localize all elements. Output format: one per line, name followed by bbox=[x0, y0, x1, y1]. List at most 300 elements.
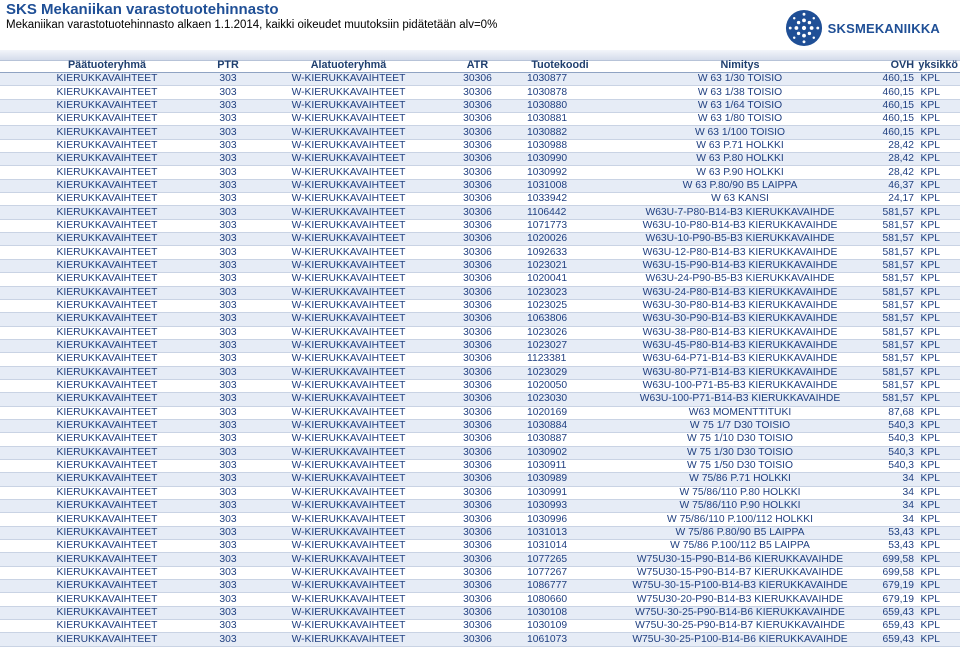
cell-ptr: 303 bbox=[214, 633, 242, 646]
cell-paatuoteryhma: KIERUKKAVAIHTEET bbox=[0, 219, 214, 232]
cell-yksikko: KPL bbox=[917, 299, 960, 312]
cell-paatuoteryhma: KIERUKKAVAIHTEET bbox=[0, 233, 214, 246]
page-title: SKS Mekaniikan varastotuotehinnasto bbox=[6, 1, 279, 18]
cell-paatuoteryhma: KIERUKKAVAIHTEET bbox=[0, 86, 214, 99]
page-subtitle: Mekaniikan varastotuotehinnasto alkaen 1.1.2014, kaikki oikeudet muutoksiin pidätetään alv=0% bbox=[6, 19, 498, 31]
cell-ovh: 659,43 bbox=[860, 620, 917, 633]
cell-tuotekoodi: 1030988 bbox=[500, 139, 620, 152]
cell-ovh: 53,43 bbox=[860, 526, 917, 539]
cell-yksikko: KPL bbox=[917, 393, 960, 406]
cell-alatuoteryhma: W-KIERUKKAVAIHTEET bbox=[242, 246, 455, 259]
cell-alatuoteryhma: W-KIERUKKAVAIHTEET bbox=[242, 86, 455, 99]
cell-alatuoteryhma: W-KIERUKKAVAIHTEET bbox=[242, 459, 455, 472]
cell-atr: 30306 bbox=[455, 633, 500, 646]
column-header-alatuoteryhma: Alatuoteryhmä bbox=[242, 59, 455, 73]
cell-ovh: 581,57 bbox=[860, 219, 917, 232]
cell-yksikko: KPL bbox=[917, 153, 960, 166]
cell-nimitys: W 75/86 P.100/112 B5 LAIPPA bbox=[620, 540, 860, 553]
cell-paatuoteryhma: KIERUKKAVAIHTEET bbox=[0, 593, 214, 606]
table-row bbox=[0, 553, 960, 566]
cell-paatuoteryhma: KIERUKKAVAIHTEET bbox=[0, 353, 214, 366]
cell-tuotekoodi: 1080660 bbox=[500, 593, 620, 606]
cell-alatuoteryhma: W-KIERUKKAVAIHTEET bbox=[242, 473, 455, 486]
cell-nimitys: W 75/86/110 P.90 HOLKKI bbox=[620, 500, 860, 513]
cell-yksikko: KPL bbox=[917, 379, 960, 392]
table-row bbox=[0, 126, 960, 139]
cell-alatuoteryhma: W-KIERUKKAVAIHTEET bbox=[242, 366, 455, 379]
cell-yksikko: KPL bbox=[917, 179, 960, 192]
cell-nimitys: W63U-24-P80-B14-B3 KIERUKKAVAIHDE bbox=[620, 286, 860, 299]
cell-nimitys: W 75/86/110 P.80 HOLKKI bbox=[620, 486, 860, 499]
cell-ptr: 303 bbox=[214, 500, 242, 513]
table-row bbox=[0, 446, 960, 459]
cell-tuotekoodi: 1030884 bbox=[500, 419, 620, 432]
cell-nimitys: W 63 1/38 TOISIO bbox=[620, 86, 860, 99]
cell-alatuoteryhma: W-KIERUKKAVAIHTEET bbox=[242, 113, 455, 126]
cell-nimitys: W75U30-20-P90-B14-B3 KIERUKKAVAIHDE bbox=[620, 593, 860, 606]
cell-ptr: 303 bbox=[214, 86, 242, 99]
cell-paatuoteryhma: KIERUKKAVAIHTEET bbox=[0, 606, 214, 619]
cell-paatuoteryhma: KIERUKKAVAIHTEET bbox=[0, 166, 214, 179]
cell-atr: 30306 bbox=[455, 166, 500, 179]
cell-ovh: 659,43 bbox=[860, 633, 917, 646]
cell-ovh: 24,17 bbox=[860, 193, 917, 206]
cell-alatuoteryhma: W-KIERUKKAVAIHTEET bbox=[242, 299, 455, 312]
logo-text: SKSMEKANIIKKA bbox=[827, 20, 940, 36]
cell-yksikko: KPL bbox=[917, 139, 960, 152]
cell-ovh: 28,42 bbox=[860, 139, 917, 152]
cell-ovh: 581,57 bbox=[860, 299, 917, 312]
cell-ptr: 303 bbox=[214, 233, 242, 246]
cell-alatuoteryhma: W-KIERUKKAVAIHTEET bbox=[242, 419, 455, 432]
cell-nimitys: W 63 P.80/90 B5 LAIPPA bbox=[620, 179, 860, 192]
cell-paatuoteryhma: KIERUKKAVAIHTEET bbox=[0, 500, 214, 513]
cell-atr: 30306 bbox=[455, 193, 500, 206]
cell-ptr: 303 bbox=[214, 553, 242, 566]
cell-atr: 30306 bbox=[455, 473, 500, 486]
cell-ovh: 679,19 bbox=[860, 580, 917, 593]
cell-paatuoteryhma: KIERUKKAVAIHTEET bbox=[0, 433, 214, 446]
cell-yksikko: KPL bbox=[917, 566, 960, 579]
cell-tuotekoodi: 1106442 bbox=[500, 206, 620, 219]
cell-alatuoteryhma: W-KIERUKKAVAIHTEET bbox=[242, 179, 455, 192]
column-header-tuotekoodi: Tuotekoodi bbox=[500, 59, 620, 73]
cell-atr: 30306 bbox=[455, 540, 500, 553]
table-row bbox=[0, 179, 960, 192]
cell-nimitys: W63U-64-P71-B14-B3 KIERUKKAVAIHDE bbox=[620, 353, 860, 366]
cell-ptr: 303 bbox=[214, 366, 242, 379]
cell-atr: 30306 bbox=[455, 500, 500, 513]
cell-ovh: 28,42 bbox=[860, 166, 917, 179]
cell-ovh: 540,3 bbox=[860, 459, 917, 472]
cell-yksikko: KPL bbox=[917, 246, 960, 259]
cell-tuotekoodi: 1071773 bbox=[500, 219, 620, 232]
cell-ovh: 581,57 bbox=[860, 233, 917, 246]
cell-tuotekoodi: 1031014 bbox=[500, 540, 620, 553]
cell-atr: 30306 bbox=[455, 206, 500, 219]
cell-nimitys: W 75 1/7 D30 TOISIO bbox=[620, 419, 860, 432]
cell-tuotekoodi: 1033942 bbox=[500, 193, 620, 206]
cell-nimitys: W63 MOMENTTITUKI bbox=[620, 406, 860, 419]
cell-paatuoteryhma: KIERUKKAVAIHTEET bbox=[0, 446, 214, 459]
table-row bbox=[0, 459, 960, 472]
cell-tuotekoodi: 1077265 bbox=[500, 553, 620, 566]
cell-atr: 30306 bbox=[455, 353, 500, 366]
cell-ptr: 303 bbox=[214, 393, 242, 406]
cell-nimitys: W 63 P.90 HOLKKI bbox=[620, 166, 860, 179]
table-body bbox=[0, 73, 960, 647]
cell-tuotekoodi: 1020169 bbox=[500, 406, 620, 419]
cell-ptr: 303 bbox=[214, 273, 242, 286]
table-row bbox=[0, 486, 960, 499]
cell-paatuoteryhma: KIERUKKAVAIHTEET bbox=[0, 580, 214, 593]
cell-alatuoteryhma: W-KIERUKKAVAIHTEET bbox=[242, 139, 455, 152]
cell-atr: 30306 bbox=[455, 286, 500, 299]
table-row bbox=[0, 193, 960, 206]
cell-alatuoteryhma: W-KIERUKKAVAIHTEET bbox=[242, 540, 455, 553]
cell-ovh: 460,15 bbox=[860, 126, 917, 139]
cell-paatuoteryhma: KIERUKKAVAIHTEET bbox=[0, 473, 214, 486]
cell-yksikko: KPL bbox=[917, 633, 960, 646]
cell-tuotekoodi: 1023023 bbox=[500, 286, 620, 299]
cell-ovh: 581,57 bbox=[860, 273, 917, 286]
cell-yksikko: KPL bbox=[917, 259, 960, 272]
cell-yksikko: KPL bbox=[917, 166, 960, 179]
cell-nimitys: W63U-12-P80-B14-B3 KIERUKKAVAIHDE bbox=[620, 246, 860, 259]
cell-ovh: 460,15 bbox=[860, 113, 917, 126]
cell-yksikko: KPL bbox=[917, 406, 960, 419]
cell-ptr: 303 bbox=[214, 153, 242, 166]
cell-nimitys: W 63 P.71 HOLKKI bbox=[620, 139, 860, 152]
cell-ovh: 28,42 bbox=[860, 153, 917, 166]
cell-atr: 30306 bbox=[455, 526, 500, 539]
cell-alatuoteryhma: W-KIERUKKAVAIHTEET bbox=[242, 99, 455, 112]
cell-atr: 30306 bbox=[455, 273, 500, 286]
company-logo bbox=[785, 9, 940, 47]
cell-ptr: 303 bbox=[214, 486, 242, 499]
cell-ovh: 581,57 bbox=[860, 313, 917, 326]
cell-ptr: 303 bbox=[214, 259, 242, 272]
table-row bbox=[0, 353, 960, 366]
cell-ovh: 540,3 bbox=[860, 446, 917, 459]
table-row bbox=[0, 406, 960, 419]
cell-ovh: 581,57 bbox=[860, 206, 917, 219]
cell-alatuoteryhma: W-KIERUKKAVAIHTEET bbox=[242, 526, 455, 539]
cell-paatuoteryhma: KIERUKKAVAIHTEET bbox=[0, 326, 214, 339]
cell-atr: 30306 bbox=[455, 593, 500, 606]
table-row bbox=[0, 513, 960, 526]
cell-tuotekoodi: 1030989 bbox=[500, 473, 620, 486]
cell-alatuoteryhma: W-KIERUKKAVAIHTEET bbox=[242, 433, 455, 446]
cell-nimitys: W63U-10-P80-B14-B3 KIERUKKAVAIHDE bbox=[620, 219, 860, 232]
table-row bbox=[0, 113, 960, 126]
cell-ptr: 303 bbox=[214, 73, 242, 86]
table-row bbox=[0, 393, 960, 406]
cell-yksikko: KPL bbox=[917, 620, 960, 633]
cell-tuotekoodi: 1031013 bbox=[500, 526, 620, 539]
cell-ptr: 303 bbox=[214, 580, 242, 593]
cell-ovh: 46,37 bbox=[860, 179, 917, 192]
cell-yksikko: KPL bbox=[917, 580, 960, 593]
cell-nimitys: W 63 P.80 HOLKKI bbox=[620, 153, 860, 166]
cell-alatuoteryhma: W-KIERUKKAVAIHTEET bbox=[242, 166, 455, 179]
cell-nimitys: W63U-30-P80-B14-B3 KIERUKKAVAIHDE bbox=[620, 299, 860, 312]
cell-ptr: 303 bbox=[214, 139, 242, 152]
cell-paatuoteryhma: KIERUKKAVAIHTEET bbox=[0, 313, 214, 326]
cell-ovh: 460,15 bbox=[860, 86, 917, 99]
cell-tuotekoodi: 1092633 bbox=[500, 246, 620, 259]
cell-ptr: 303 bbox=[214, 166, 242, 179]
cell-ptr: 303 bbox=[214, 339, 242, 352]
cell-nimitys: W 75 1/30 D30 TOISIO bbox=[620, 446, 860, 459]
cell-tuotekoodi: 1030996 bbox=[500, 513, 620, 526]
table-row bbox=[0, 606, 960, 619]
cell-atr: 30306 bbox=[455, 219, 500, 232]
cell-paatuoteryhma: KIERUKKAVAIHTEET bbox=[0, 246, 214, 259]
cell-ptr: 303 bbox=[214, 513, 242, 526]
cell-ovh: 460,15 bbox=[860, 99, 917, 112]
cell-paatuoteryhma: KIERUKKAVAIHTEET bbox=[0, 620, 214, 633]
cell-nimitys: W63U-45-P80-B14-B3 KIERUKKAVAIHDE bbox=[620, 339, 860, 352]
cell-atr: 30306 bbox=[455, 86, 500, 99]
cell-alatuoteryhma: W-KIERUKKAVAIHTEET bbox=[242, 486, 455, 499]
cell-nimitys: W75U30-15-P90-B14-B7 KIERUKKAVAIHDE bbox=[620, 566, 860, 579]
table-row bbox=[0, 620, 960, 633]
cell-ovh: 581,57 bbox=[860, 259, 917, 272]
column-header-paatuoteryhma: Päätuoteryhmä bbox=[0, 59, 214, 73]
cell-ptr: 303 bbox=[214, 99, 242, 112]
cell-ptr: 303 bbox=[214, 540, 242, 553]
cell-yksikko: KPL bbox=[917, 326, 960, 339]
cell-ovh: 699,58 bbox=[860, 553, 917, 566]
cell-ovh: 699,58 bbox=[860, 566, 917, 579]
cell-atr: 30306 bbox=[455, 299, 500, 312]
cell-nimitys: W63U-10-P90-B5-B3 KIERUKKAVAIHDE bbox=[620, 233, 860, 246]
cell-alatuoteryhma: W-KIERUKKAVAIHTEET bbox=[242, 593, 455, 606]
cell-alatuoteryhma: W-KIERUKKAVAIHTEET bbox=[242, 286, 455, 299]
column-header-atr: ATR bbox=[455, 59, 500, 73]
cell-atr: 30306 bbox=[455, 366, 500, 379]
cell-atr: 30306 bbox=[455, 406, 500, 419]
cell-ovh: 581,57 bbox=[860, 379, 917, 392]
cell-yksikko: KPL bbox=[917, 540, 960, 553]
cell-nimitys: W75U-30-25-P100-B14-B6 KIERUKKAVAIHDE bbox=[620, 633, 860, 646]
table-row bbox=[0, 580, 960, 593]
table-row bbox=[0, 566, 960, 579]
cell-nimitys: W75U-30-25-P90-B14-B6 KIERUKKAVAIHDE bbox=[620, 606, 860, 619]
cell-yksikko: KPL bbox=[917, 419, 960, 432]
table-row bbox=[0, 246, 960, 259]
cell-yksikko: KPL bbox=[917, 126, 960, 139]
cell-nimitys: W63U-7-P80-B14-B3 KIERUKKAVAIHDE bbox=[620, 206, 860, 219]
cell-alatuoteryhma: W-KIERUKKAVAIHTEET bbox=[242, 153, 455, 166]
cell-atr: 30306 bbox=[455, 139, 500, 152]
cell-ptr: 303 bbox=[214, 419, 242, 432]
cell-atr: 30306 bbox=[455, 419, 500, 432]
cell-ptr: 303 bbox=[214, 566, 242, 579]
table-row bbox=[0, 233, 960, 246]
column-header-ovh: OVH bbox=[860, 59, 917, 73]
cell-tuotekoodi: 1030108 bbox=[500, 606, 620, 619]
cell-alatuoteryhma: W-KIERUKKAVAIHTEET bbox=[242, 73, 455, 86]
cell-ovh: 581,57 bbox=[860, 339, 917, 352]
cell-paatuoteryhma: KIERUKKAVAIHTEET bbox=[0, 366, 214, 379]
table-row bbox=[0, 419, 960, 432]
column-header-yksikko: yksikkö bbox=[918, 59, 958, 71]
cell-alatuoteryhma: W-KIERUKKAVAIHTEET bbox=[242, 606, 455, 619]
cell-tuotekoodi: 1030887 bbox=[500, 433, 620, 446]
cell-ptr: 303 bbox=[214, 286, 242, 299]
table-row bbox=[0, 500, 960, 513]
cell-alatuoteryhma: W-KIERUKKAVAIHTEET bbox=[242, 379, 455, 392]
cell-tuotekoodi: 1030993 bbox=[500, 500, 620, 513]
cell-tuotekoodi: 1063806 bbox=[500, 313, 620, 326]
cell-yksikko: KPL bbox=[917, 553, 960, 566]
cell-alatuoteryhma: W-KIERUKKAVAIHTEET bbox=[242, 620, 455, 633]
cell-yksikko: KPL bbox=[917, 99, 960, 112]
cell-ovh: 679,19 bbox=[860, 593, 917, 606]
cell-atr: 30306 bbox=[455, 620, 500, 633]
cell-paatuoteryhma: KIERUKKAVAIHTEET bbox=[0, 419, 214, 432]
table-row bbox=[0, 366, 960, 379]
cell-paatuoteryhma: KIERUKKAVAIHTEET bbox=[0, 459, 214, 472]
cell-atr: 30306 bbox=[455, 126, 500, 139]
cell-ptr: 303 bbox=[214, 406, 242, 419]
cell-atr: 30306 bbox=[455, 246, 500, 259]
cell-atr: 30306 bbox=[455, 459, 500, 472]
cell-alatuoteryhma: W-KIERUKKAVAIHTEET bbox=[242, 313, 455, 326]
cell-paatuoteryhma: KIERUKKAVAIHTEET bbox=[0, 553, 214, 566]
cell-atr: 30306 bbox=[455, 339, 500, 352]
cell-yksikko: KPL bbox=[917, 500, 960, 513]
cell-alatuoteryhma: W-KIERUKKAVAIHTEET bbox=[242, 193, 455, 206]
cell-ptr: 303 bbox=[214, 353, 242, 366]
cell-nimitys: W 75/86 P.80/90 B5 LAIPPA bbox=[620, 526, 860, 539]
cell-yksikko: KPL bbox=[917, 593, 960, 606]
cell-alatuoteryhma: W-KIERUKKAVAIHTEET bbox=[242, 339, 455, 352]
cell-ptr: 303 bbox=[214, 193, 242, 206]
cell-paatuoteryhma: KIERUKKAVAIHTEET bbox=[0, 153, 214, 166]
cell-atr: 30306 bbox=[455, 379, 500, 392]
cell-atr: 30306 bbox=[455, 553, 500, 566]
table-row bbox=[0, 73, 960, 86]
cell-atr: 30306 bbox=[455, 566, 500, 579]
cell-ptr: 303 bbox=[214, 113, 242, 126]
cell-yksikko: KPL bbox=[917, 446, 960, 459]
cell-ptr: 303 bbox=[214, 606, 242, 619]
cell-ptr: 303 bbox=[214, 593, 242, 606]
cell-alatuoteryhma: W-KIERUKKAVAIHTEET bbox=[242, 326, 455, 339]
table-row bbox=[0, 259, 960, 272]
cell-tuotekoodi: 1030902 bbox=[500, 446, 620, 459]
cell-alatuoteryhma: W-KIERUKKAVAIHTEET bbox=[242, 446, 455, 459]
cell-ovh: 581,57 bbox=[860, 353, 917, 366]
cell-yksikko: KPL bbox=[917, 219, 960, 232]
cell-nimitys: W 63 1/30 TOISIO bbox=[620, 73, 860, 86]
cell-paatuoteryhma: KIERUKKAVAIHTEET bbox=[0, 113, 214, 126]
cell-ptr: 303 bbox=[214, 459, 242, 472]
cell-ovh: 540,3 bbox=[860, 419, 917, 432]
cell-ovh: 34 bbox=[860, 486, 917, 499]
cell-tuotekoodi: 1086777 bbox=[500, 580, 620, 593]
cell-tuotekoodi: 1077267 bbox=[500, 566, 620, 579]
cell-ovh: 540,3 bbox=[860, 433, 917, 446]
cell-ovh: 460,15 bbox=[860, 73, 917, 86]
cell-tuotekoodi: 1023027 bbox=[500, 339, 620, 352]
cell-tuotekoodi: 1030109 bbox=[500, 620, 620, 633]
cell-paatuoteryhma: KIERUKKAVAIHTEET bbox=[0, 299, 214, 312]
table-row bbox=[0, 206, 960, 219]
cell-ovh: 581,57 bbox=[860, 246, 917, 259]
cell-ovh: 659,43 bbox=[860, 606, 917, 619]
cell-ptr: 303 bbox=[214, 179, 242, 192]
cell-tuotekoodi: 1020050 bbox=[500, 379, 620, 392]
cell-alatuoteryhma: W-KIERUKKAVAIHTEET bbox=[242, 500, 455, 513]
table-row bbox=[0, 286, 960, 299]
cell-paatuoteryhma: KIERUKKAVAIHTEET bbox=[0, 566, 214, 579]
cell-paatuoteryhma: KIERUKKAVAIHTEET bbox=[0, 393, 214, 406]
cell-tuotekoodi: 1030991 bbox=[500, 486, 620, 499]
cell-tuotekoodi: 1023026 bbox=[500, 326, 620, 339]
cell-yksikko: KPL bbox=[917, 606, 960, 619]
cell-ptr: 303 bbox=[214, 473, 242, 486]
table-row bbox=[0, 86, 960, 99]
cell-tuotekoodi: 1030877 bbox=[500, 73, 620, 86]
cell-atr: 30306 bbox=[455, 433, 500, 446]
cell-ovh: 34 bbox=[860, 473, 917, 486]
cell-ovh: 581,57 bbox=[860, 366, 917, 379]
table-row bbox=[0, 540, 960, 553]
cell-alatuoteryhma: W-KIERUKKAVAIHTEET bbox=[242, 233, 455, 246]
cell-ovh: 34 bbox=[860, 513, 917, 526]
cell-paatuoteryhma: KIERUKKAVAIHTEET bbox=[0, 379, 214, 392]
cell-paatuoteryhma: KIERUKKAVAIHTEET bbox=[0, 513, 214, 526]
cell-nimitys: W63U-80-P71-B14-B3 KIERUKKAVAIHDE bbox=[620, 366, 860, 379]
table-row bbox=[0, 99, 960, 112]
cell-nimitys: W75U30-15-P90-B14-B6 KIERUKKAVAIHDE bbox=[620, 553, 860, 566]
table-row bbox=[0, 139, 960, 152]
cell-atr: 30306 bbox=[455, 606, 500, 619]
table-row bbox=[0, 526, 960, 539]
cell-yksikko: KPL bbox=[917, 113, 960, 126]
cell-nimitys: W63U-38-P80-B14-B3 KIERUKKAVAIHDE bbox=[620, 326, 860, 339]
cell-ovh: 581,57 bbox=[860, 393, 917, 406]
table-row bbox=[0, 273, 960, 286]
cell-atr: 30306 bbox=[455, 313, 500, 326]
cell-ptr: 303 bbox=[214, 246, 242, 259]
cell-yksikko: KPL bbox=[917, 193, 960, 206]
cell-atr: 30306 bbox=[455, 446, 500, 459]
cell-tuotekoodi: 1023030 bbox=[500, 393, 620, 406]
cell-nimitys: W 63 1/64 TOISIO bbox=[620, 99, 860, 112]
cell-nimitys: W 63 KANSI bbox=[620, 193, 860, 206]
cell-yksikko: KPL bbox=[917, 526, 960, 539]
cell-ptr: 303 bbox=[214, 620, 242, 633]
cell-paatuoteryhma: KIERUKKAVAIHTEET bbox=[0, 406, 214, 419]
cell-nimitys: W 63 1/80 TOISIO bbox=[620, 113, 860, 126]
table-row bbox=[0, 313, 960, 326]
cell-ovh: 581,57 bbox=[860, 286, 917, 299]
cell-paatuoteryhma: KIERUKKAVAIHTEET bbox=[0, 193, 214, 206]
cell-ovh: 34 bbox=[860, 500, 917, 513]
table-row bbox=[0, 299, 960, 312]
table-row bbox=[0, 339, 960, 352]
cell-tuotekoodi: 1030911 bbox=[500, 459, 620, 472]
cell-nimitys: W 75/86/110 P.100/112 HOLKKI bbox=[620, 513, 860, 526]
cell-yksikko: KPL bbox=[917, 513, 960, 526]
cell-alatuoteryhma: W-KIERUKKAVAIHTEET bbox=[242, 393, 455, 406]
cell-yksikko: KPL bbox=[917, 313, 960, 326]
